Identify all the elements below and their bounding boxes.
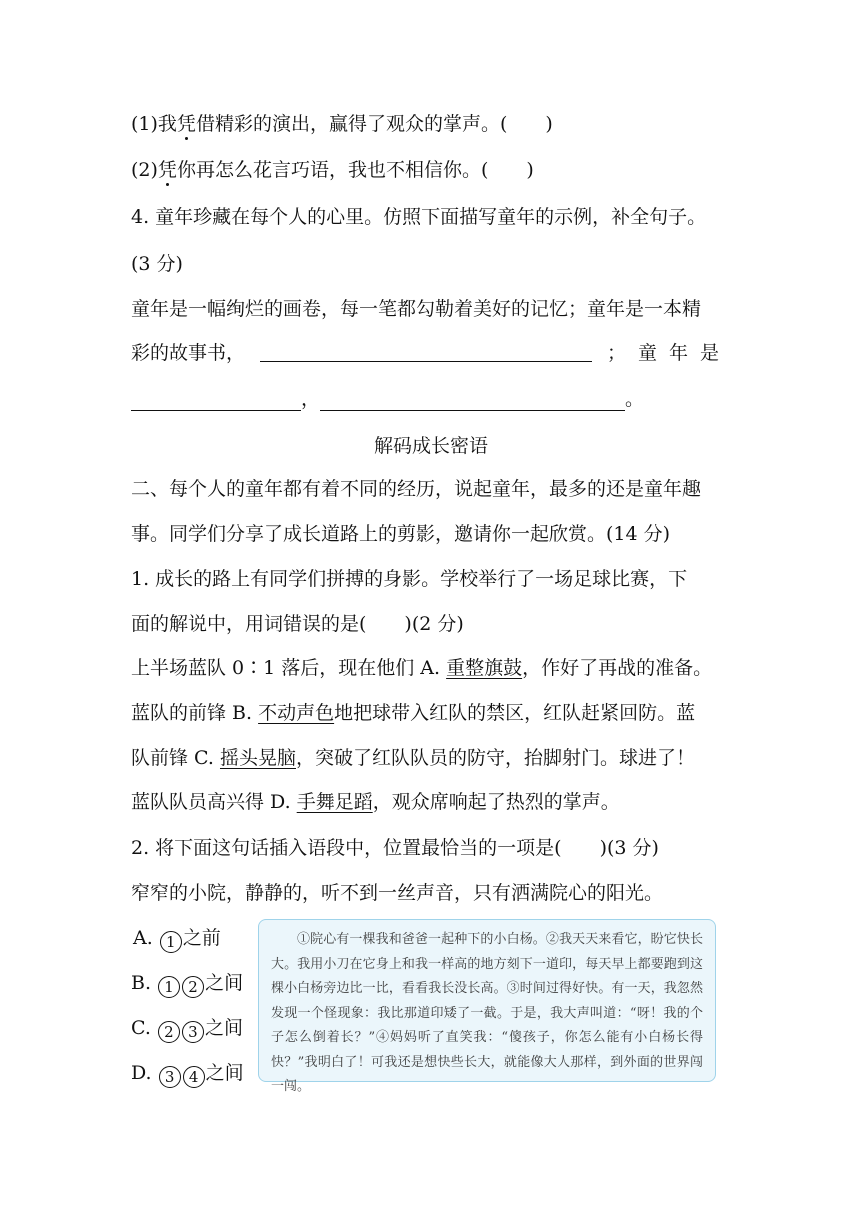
circled-number: 1 [160, 931, 182, 953]
q4-fill-line-2: ， 。 [131, 387, 731, 411]
q1-prompt-1: 1. 成长的路上有同学们拼搏的身影。学校举行了一场足球比赛，下 [131, 568, 688, 590]
q3-sentence-2: (2)凭你再怎么花言巧语，我也不相信你。( ) [131, 159, 534, 181]
emphasis-char: 凭 [157, 159, 177, 181]
q2-sentence: 窄窄的小院，静静的，听不到一丝声音，只有洒满院心的阳光。 [131, 882, 664, 904]
q1-passage-2: 蓝队的前锋 B. 不动声色地把球带入红队的禁区，红队赶紧回防。蓝 [131, 702, 696, 724]
q3-sentence-1: (1)我凭借精彩的演出，赢得了观众的掌声。( ) [131, 113, 553, 135]
answer-blank-3[interactable] [320, 390, 625, 411]
circled-number: 3 [182, 1021, 204, 1043]
q1-passage-3: 队前锋 C. 摇头晃脑，突破了红队队员的防守，抬脚射门。球进了！ [131, 747, 696, 769]
section-intro-1: 二、每个人的童年都有着不同的经历，说起童年，最多的还是童年趣 [131, 478, 702, 500]
q1-passage-4: 蓝队队员高兴得 D. 手舞足蹈，观众席响起了热烈的掌声。 [131, 791, 620, 813]
reading-passage-box: ①院心有一棵我和爸爸一起种下的小白杨。②我天天来看它，盼它快长大。我用小刀在它身上和我一样高的地方刻下一道印，每天早上都要跑到这棵小白杨旁边比一比，看看我长没长高。③时间过得好快。有一天，我忽然发现一个怪现象：我比那道印矮了一截。于是，我大声叫道：“呀！我的个子怎么倒着长？”④妈妈听了直笑我：“傻孩子，你怎么能有小白杨长得快？”我明白了！可我还是想快些长大，就能像大人那样，到外面的世界闯一闯。 [258, 919, 716, 1082]
answer-blank-2[interactable] [131, 390, 301, 411]
emphasis-char: 凭 [176, 113, 196, 135]
q4-score: (3 分) [131, 253, 183, 275]
q4-fill-line-1: 彩的故事书， ；童年是 [131, 342, 731, 364]
option-b[interactable]: B. 1 2 之间 [131, 972, 244, 996]
option-c-word: 摇头晃脑 [219, 747, 296, 769]
circled-number: 2 [182, 976, 204, 998]
q4-example: 童年是一幅绚烂的画卷，每一笔都勾勒着美好的记忆；童年是一本精 [131, 298, 702, 320]
q2-prompt: 2. 将下面这句话插入语段中，位置最恰当的一项是( )(3 分) [131, 837, 659, 859]
option-a[interactable]: A. 1 之前 [133, 927, 221, 951]
q1-prompt-2: 面的解说中，用词错误的是( )(2 分) [131, 613, 464, 635]
q4-prompt: 4. 童年珍藏在每个人的心里。仿照下面描写童年的示例，补全句子。 [131, 206, 707, 228]
option-d-word: 手舞足蹈 [296, 791, 373, 813]
option-c[interactable]: C. 2 3 之间 [131, 1017, 243, 1041]
option-b-word: 不动声色 [258, 702, 335, 724]
section-title: 解码成长密语 [373, 435, 488, 457]
option-d[interactable]: D. 3 4 之间 [131, 1062, 244, 1086]
circled-number: 2 [158, 1021, 180, 1043]
circled-number: 4 [183, 1066, 205, 1088]
answer-blank-1[interactable] [260, 341, 592, 362]
section-intro-2: 事。同学们分享了成长道路上的剪影，邀请你一起欣赏。(14 分) [131, 523, 671, 545]
circled-number: 3 [159, 1066, 181, 1088]
q1-passage-1: 上半场蓝队 0∶1 落后，现在他们 A. 重整旗鼓，作好了再战的准备。 [131, 657, 713, 679]
option-a-word: 重整旗鼓 [446, 657, 523, 679]
circled-number: 1 [158, 976, 180, 998]
